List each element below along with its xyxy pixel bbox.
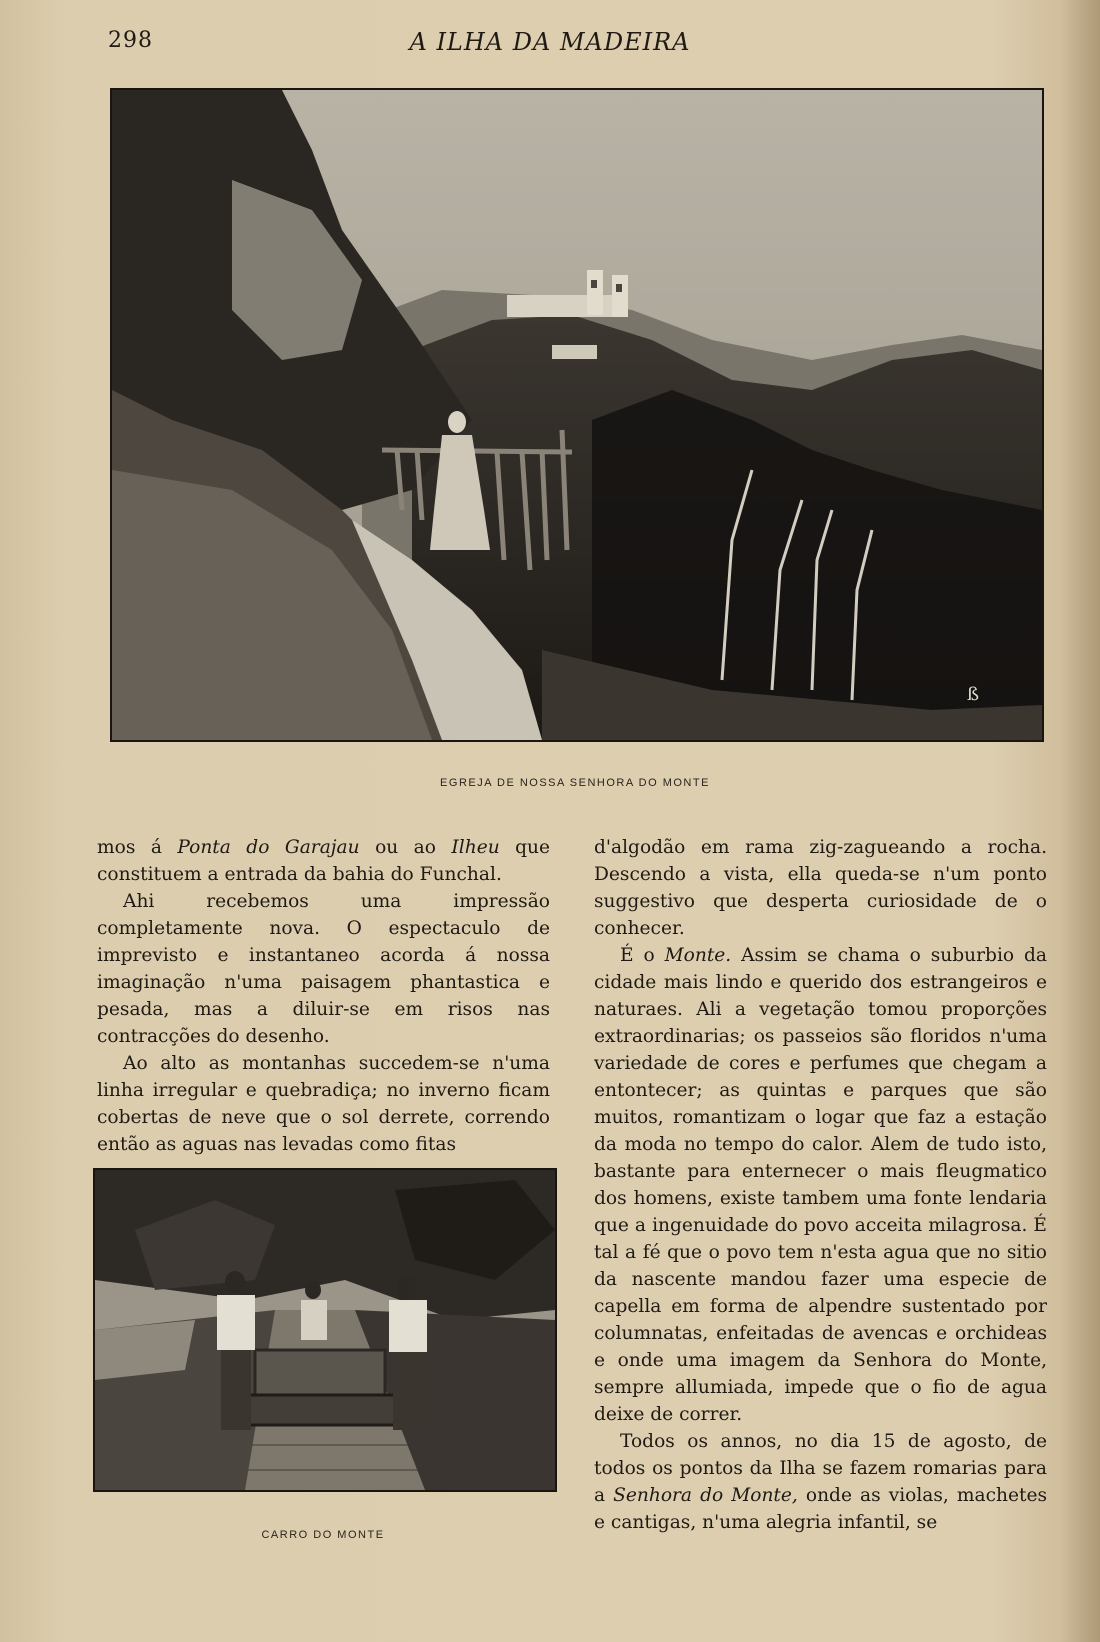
page-number: 298 bbox=[108, 28, 153, 53]
right-paragraph-3: Todos os annos, no dia 15 de agosto, de todos os pontos da Ilha se fazem romarias para a Senhora do Monte, onde as violas, machetes e cantigas, n'uma alegria infantil, se bbox=[594, 1431, 1048, 1533]
carro-photograph bbox=[93, 1168, 557, 1492]
left-text-column bbox=[97, 834, 550, 1158]
left-paragraph-2: Ahi recebemos uma impressão completamente nova. O espectaculo de imprevisto e instantaneo acorda á nossa imaginação n'uma paisagem phantastica e pesada, mas a diluir-se em risos nas contracções do desenho. bbox=[97, 891, 550, 1047]
right-paragraph-2: É o Monte. Assim se chama o suburbio da cidade mais lindo e querido dos estrangeiros e naturaes. Ali a vegetação tomou proporções extraordinarias; os passeios são floridos n'uma variedade de cores e perfumes que chegam a entontecer; as quintas e parques que são muitos, romantizam o logar que faz a estação da moda no tempo do calor. Alem de tudo isto, bastante para enternecer o mais fleugmatico dos homens, existe tambem uma fonte lendaria que a ingenuidade do povo acceita milagrosa. É tal a fé que o povo tem n'esta agua que no sitio da nascente mandou fazer uma especie de capella em forma de alpendre sustentado por columnatas, enfeitadas de avencas e orchideas e onde uma imagem da Senhora do Monte, sempre allumiada, impede que o fio de agua deixe de correr. bbox=[594, 945, 1047, 1425]
top-photo-caption: EGREJA DE NOSSA SENHORA DO MONTE bbox=[440, 777, 710, 789]
engraver-monogram: ß bbox=[967, 684, 980, 705]
sled-carriage bbox=[245, 1350, 395, 1425]
running-title: A ILHA DA MADEIRA bbox=[409, 28, 691, 56]
left-paragraph-1: mos á Ponta do Garajau ou ao Ilheu que constituem a entrada da bahia do Funchal. bbox=[97, 837, 551, 885]
right-text-column bbox=[594, 834, 1047, 1536]
church-photograph bbox=[110, 88, 1044, 742]
left-paragraph-3: Ao alto as montanhas succedem-se n'uma linha irregular e quebradiça; no inverno ficam cobertas de neve que o sol derrete, correndo então as aguas nas levadas como fitas bbox=[97, 1053, 550, 1155]
church-photo-art bbox=[112, 90, 1042, 740]
carro-photo-art bbox=[95, 1170, 555, 1490]
page-gutter-shadow bbox=[1060, 0, 1100, 1642]
right-paragraph-1: d'algodão em rama zig-zagueando a rocha. Descendo a vista, ella queda-se n'um ponto suggestivo que desperta curiosidade de o conhecer. bbox=[594, 837, 1047, 939]
bottom-photo-caption: CARRO DO MONTE bbox=[261, 1529, 385, 1541]
